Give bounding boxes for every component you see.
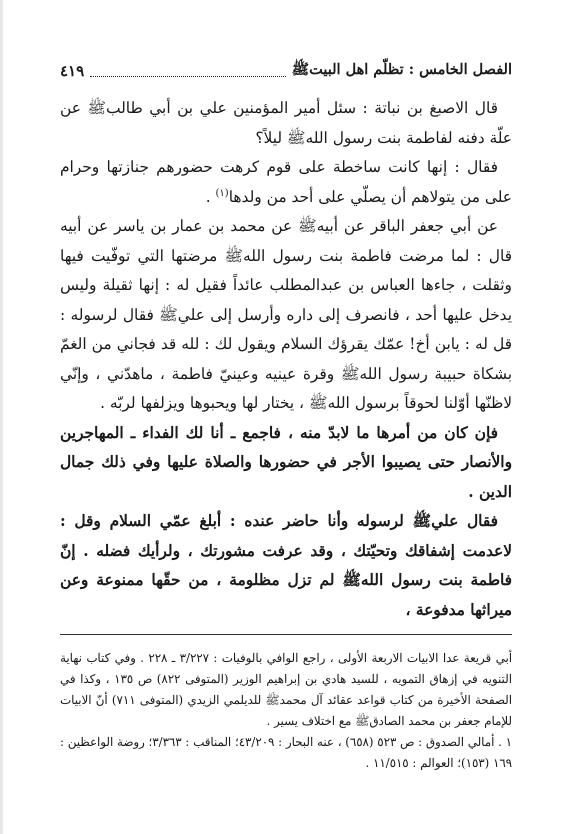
- footnote-continuation: أبي قريعة عدا الابيات الاربعة الأولى ، راجع الوافي بالوفيات : ٣/٢٢٧ ـ ٢٢٨ . وفي كتاب نهاية التنويه في إزهاق التمويه ، للسيد هادي بن إبراهيم الوزير (المتوفى ٨٢٢) ص ١٣٥ ، وكذا في الصفحة الأخيرة من كتاب قواعد عقائد آل محمدﷺ للديلمي الزيدي (المتوفى ٧١١) أنّ الابيات للإمام جعفر بن محمد الصادقﷺ مع اختلاف يسير .: [60, 651, 512, 728]
- main-text: [60, 94, 512, 625]
- footnote-marker: (١): [215, 187, 229, 199]
- chapter-title: الفصل الخامس : تظلّم اهل البيتﷺ: [291, 60, 512, 78]
- header-dot-leader: [90, 76, 285, 77]
- footnote-1: ١ . أمالي الصدوق : ص ٥٢٣ (٦٥٨) ، عنه البحار : ٤٣/٢٠٩؛ المناقب : ٣/٣٦٣؛ روضة الواعظين : ١٦٩ (١٥٣)؛ العوالم : ١١/٥١٥ .: [60, 735, 512, 770]
- footnotes: [60, 648, 512, 774]
- paragraph-2-tail: .: [205, 187, 216, 206]
- paragraph-2-text: فقال : إنها كانت ساخطة على قوم كرهت حضورهم جنازتها وحرام على من يتولاهم أن يصلّي على أحد من ولدها: [60, 158, 512, 206]
- paragraph-1: قال الاصبغ بن نباتة : سئل أمير المؤمنين علي بن أبي طالبﷺ عن علّة دفنه لفاطمة بنت رسول اللهﷺ ليلاً؟: [60, 99, 512, 147]
- page-edge-shadow: [0, 0, 3, 834]
- paragraph-2: [60, 153, 512, 212]
- footnote-separator: [60, 634, 512, 635]
- paragraph-5: فقال عليﷺ لرسوله وأنا حاضر عنده : أبلغ عمّي السلام وقل : لاعدمت إشفاقك وتحيّتك ، وقد عرفت مشورتك ، ولرأيك فضله . إنّ فاطمة بنت رسول اللهﷺ لم تزل مظلومة ، من حقّها ممنوعة وعن ميراثها مدفوعة ،: [60, 512, 512, 619]
- running-header: [60, 58, 512, 84]
- paragraph-3: عن أبي جعفر الباقر عن أبيهﷺ عن محمد بن عمار بن ياسر عن أبيه قال : لما مرضت فاطمة بنت رسول اللهﷺ مرضتها التي توفّيت فيها وثقلت ، جاءها العباس بن عبدالمطلب عائداً فقيل له : إنها ثقيلة وليس يدخل عليها أحد ، فانصرف إلى داره وأرسل إلى عليﷺ فقال لرسوله : قل له : يابن أخ! عمّك يقرؤك السلام ويقول لك : لله قد فجاني من الغمّ بشكاة حبيبة رسول اللهﷺ وقرة عينيه وعينيّ فاطمة ، ماهدّني ، وإنّي لاظنّها أوّلنا لحوقاً برسول اللهﷺ ، يختار لها ويحبوها ويزلفها لربّه .: [60, 217, 512, 412]
- page-number: ٤١٩: [60, 62, 85, 80]
- paragraph-4: فإن كان من أمرها ما لابدّ منه ، فاجمع ـ أنا لك الفداء ـ المهاجرين والأنصار حتى يصيبوا الأجر في حضورها والصلاة عليها وفي ذلك جمال الدين .: [60, 423, 512, 501]
